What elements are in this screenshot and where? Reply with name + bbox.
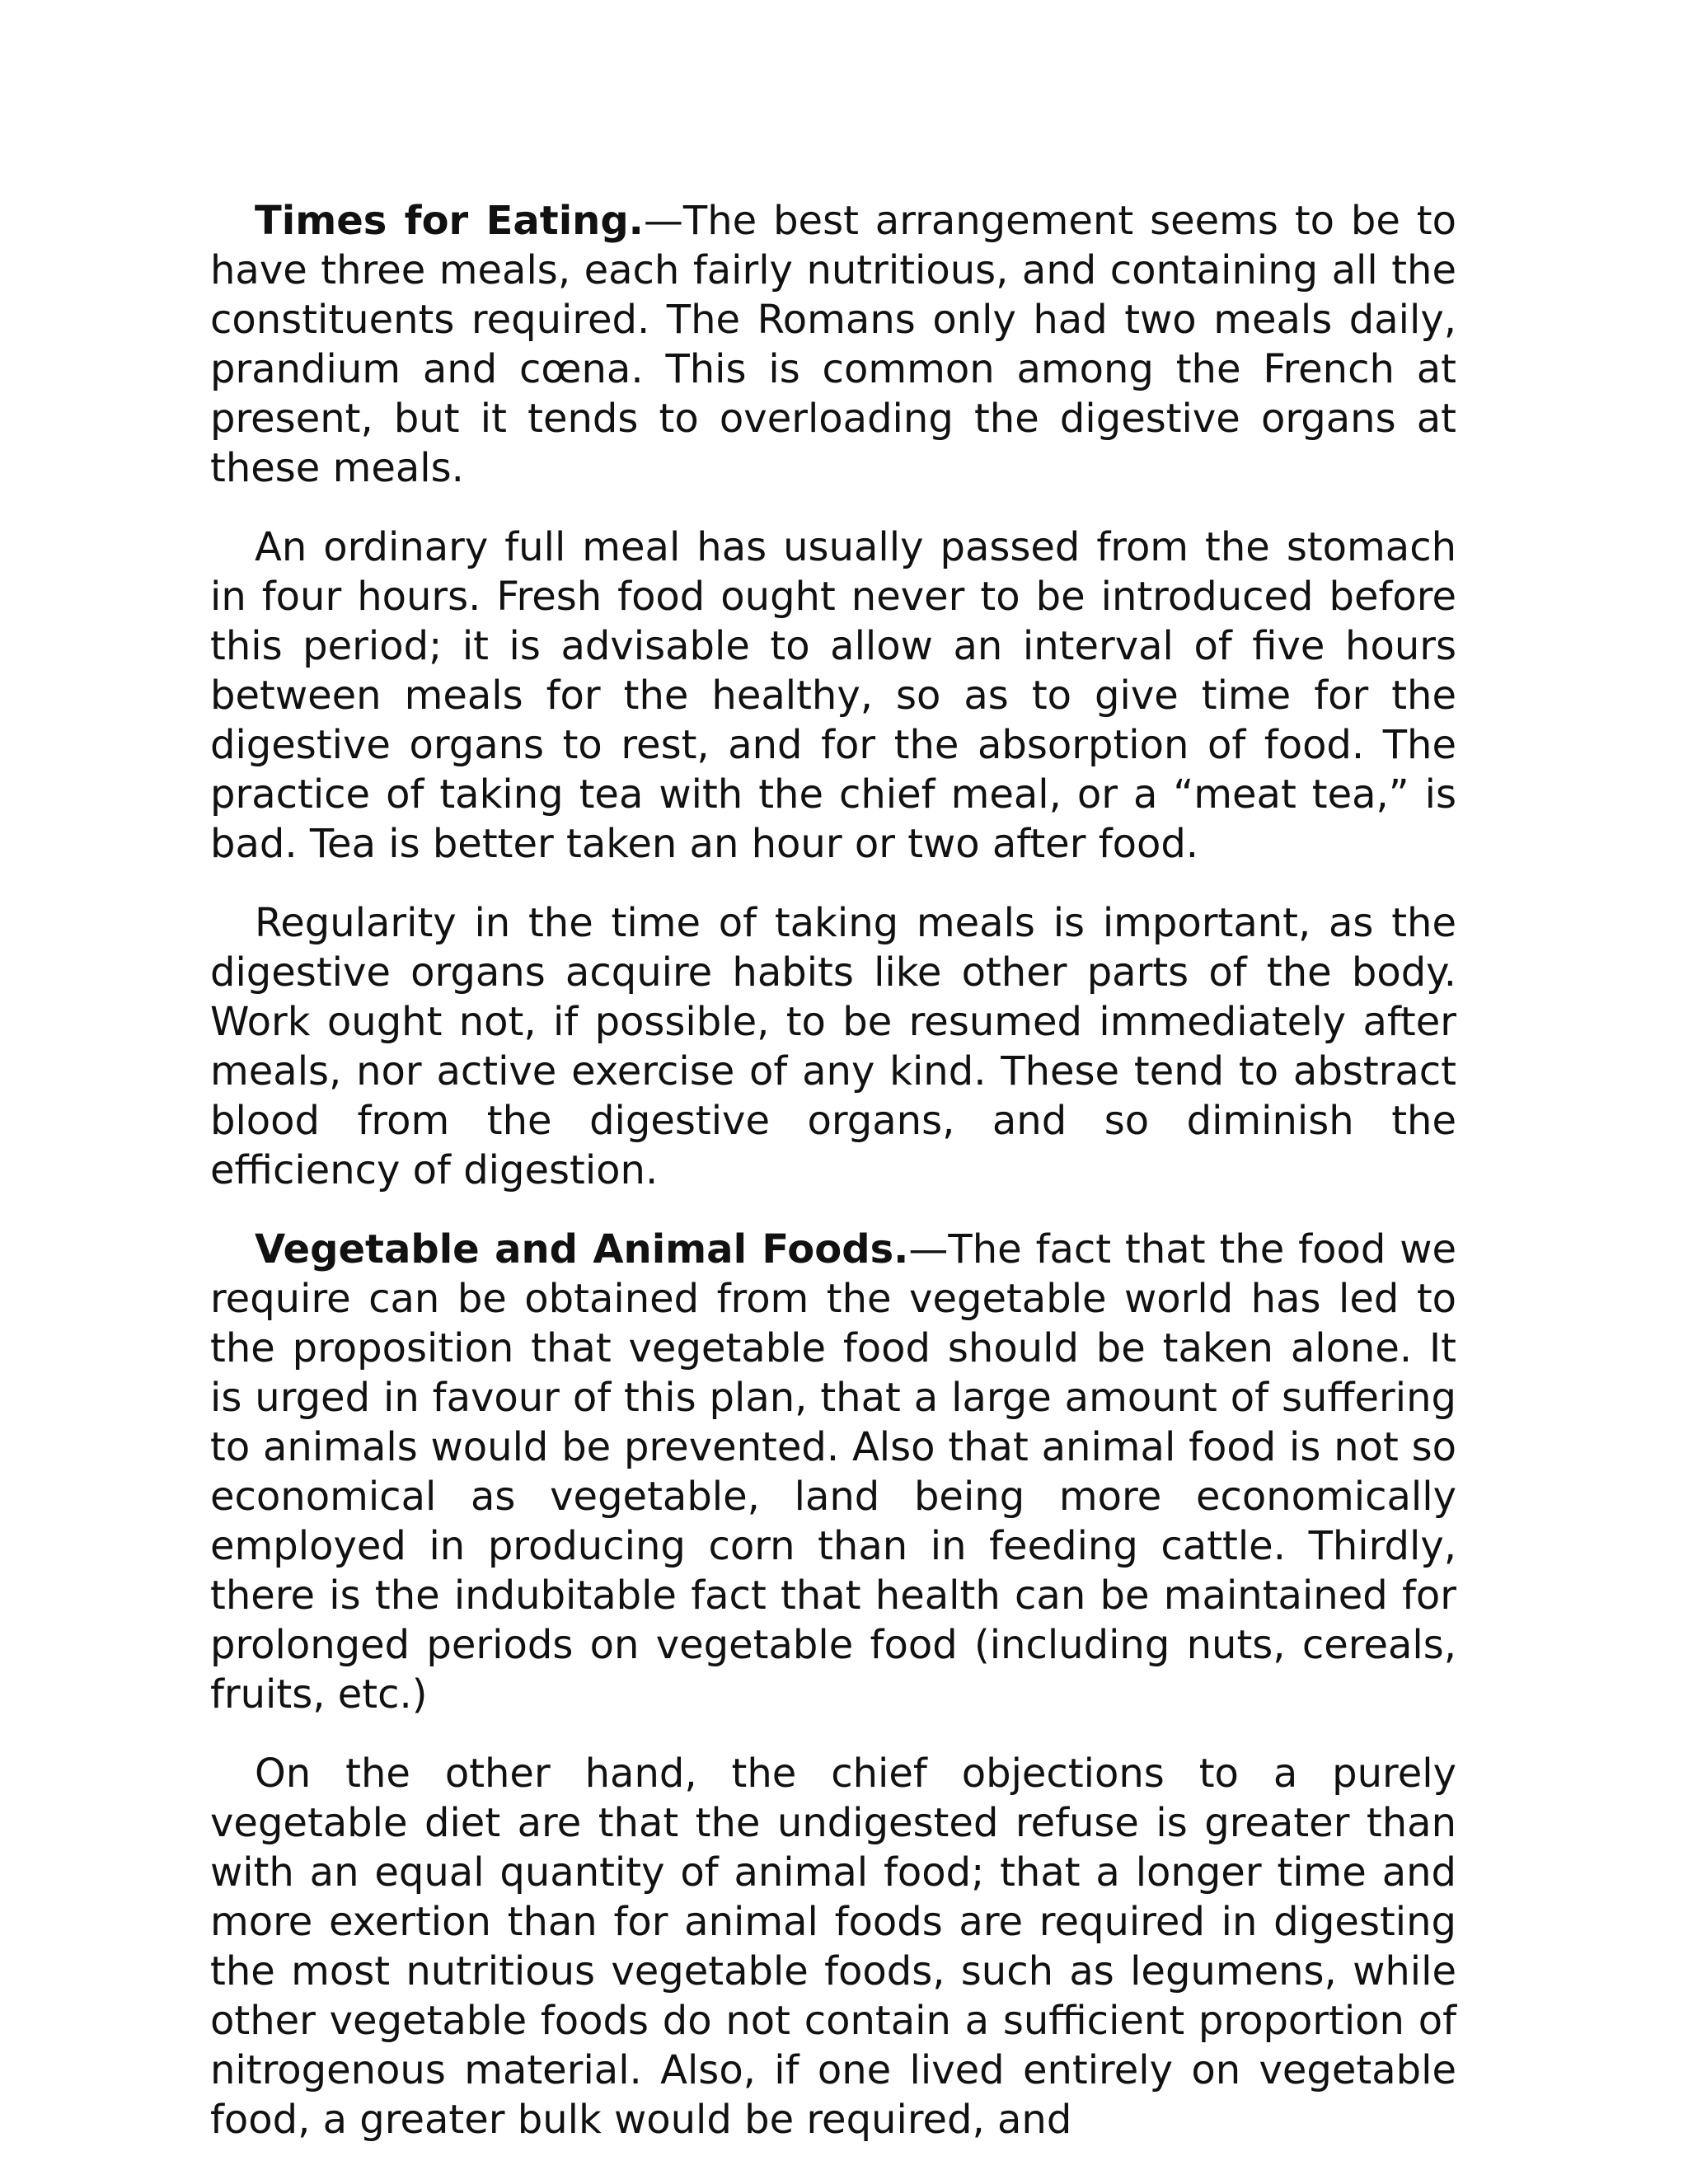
- paragraph-text: On the other hand, the chief objections to a purely vegetable diet are that the undigested refuse is greater than with an equal quantity of animal food; that a longer time and more exertion than for animal foods are required in digesting the most nutritious vegetable foods, such as legumens, while other vegetable foods do not contain a sufficient proportion of nitrogenous material. Also, if one lived entirely on vegetable food, a greater bulk would be required, and: [210, 1750, 1456, 2143]
- section-heading-times-for-eating: Times for Eating.: [255, 198, 644, 244]
- paragraph-meal-interval: [210, 523, 1456, 869]
- document-page: [210, 196, 1456, 2174]
- paragraph-regularity: [210, 898, 1456, 1195]
- paragraph-text: —The best arrangement seems to be to have three meals, each fairly nutritious, and containing all the constituents required. The Romans only had two meals daily, prandium and cœna. This is common among the French at present, but it tends to overloading the digestive organs at these meals.: [210, 198, 1456, 491]
- paragraph-text: Regularity in the time of taking meals is important, as the digestive organs acquire habits like other parts of the body. Work ought not, if possible, to be resumed immediately after meals, nor active exercise of any kind. These tend to abstract blood from the digestive organs, and so diminish the efficiency of digestion.: [210, 900, 1456, 1193]
- paragraph-vegetable-and-animal-foods: [210, 1225, 1456, 1719]
- paragraph-objections: [210, 1749, 1456, 2144]
- paragraph-text: An ordinary full meal has usually passed from the stomach in four hours. Fresh food ought never to be introduced before this period; it is advisable to allow an interval of five hours between meals for the healthy, so as to give time for the digestive organs to rest, and for the absorption of food. The practice of taking tea with the chief meal, or a “meat tea,” is bad. Tea is better taken an hour or two after food.: [210, 524, 1456, 867]
- section-heading-vegetable-and-animal-foods: Vegetable and Animal Foods.: [255, 1226, 909, 1272]
- paragraph-times-for-eating: [210, 196, 1456, 493]
- paragraph-text: —The fact that the food we require can be obtained from the vegetable world has led to the proposition that vegetable food should be taken alone. It is urged in favour of this plan, that a large amount of suffering to animals would be prevented. Also that animal food is not so economical as vegetable, land being more economically employed in producing corn than in feeding cattle. Thirdly, there is the indubitable fact that health can be maintained for prolonged periods on vegetable food (including nuts, cereals, fruits, etc.): [210, 1226, 1457, 1718]
